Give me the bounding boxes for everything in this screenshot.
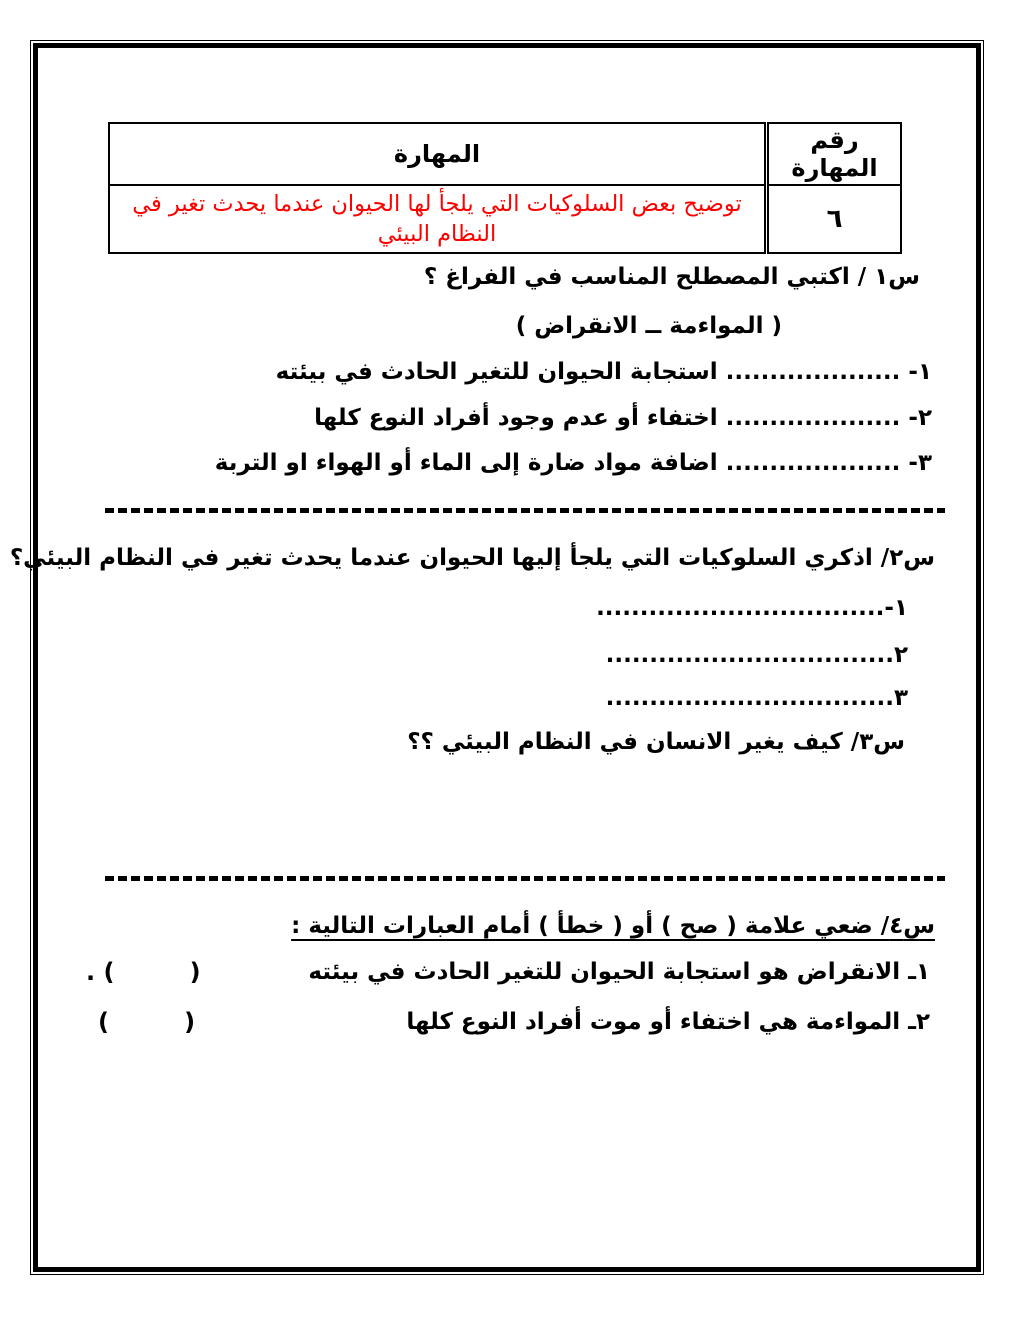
q1-word-bank: ( المواءمة ــ الانقراض ) [515,313,782,339]
q2-blank-3: ٣................................. [605,685,908,711]
q1-item-3: ٣- .................... اضافة مواد ضارة إلى الماء أو الهواء او التربة [214,450,932,476]
dashed-separator-1 [105,508,945,513]
skill-table [108,122,902,254]
skill-number-header: رقم المهارة [767,123,902,185]
skill-table-value-row [109,185,901,253]
q1-item-1: ١- .................... استجابة الحيوان للتغير الحادث في بيئته [275,359,932,385]
skill-description: توضيح بعض السلوكيات التي يلجأ لها الحيوان عندما يحدث تغير في النظام البيئي [109,185,767,253]
q2-blank-1: ١-................................. [596,595,908,621]
skill-number-value: ٦ [767,185,902,253]
q3-title: س٣/ كيف يغير الانسان في النظام البيئي ؟؟ [407,729,905,755]
q1-item-2: ٢- .................... اختفاء أو عدم وجود أفراد النوع كلها [314,405,932,431]
q4-title: س٤/ ضعي علامة ( صح ) أو ( خطأ ) أمام العبارات التالية : [291,913,935,939]
skill-table-header-row [109,123,901,185]
q4-statement-2: ٢ـ المواءمة هي اختفاء أو موت أفراد النوع كلها [406,1009,930,1035]
q2-title: س٢/ اذكري السلوكيات التي يلجأ إليها الحيوان عندما يحدث تغير في النظام البيئي؟ [9,545,935,571]
skill-name-header: المهارة [109,123,767,185]
q2-blank-2: ٢................................. [605,642,908,668]
dashed-separator-2 [105,876,945,881]
q4-statement-1: ١ـ الانقراض هو استجابة الحيوان للتغير الحادث في بيئته [308,959,930,985]
q4-answer-box-1: . ( ) [86,958,201,986]
q4-answer-box-2: ( ) [98,1008,196,1036]
q1-title: س١ / اكتبي المصطلح المناسب في الفراغ ؟ [423,264,920,290]
